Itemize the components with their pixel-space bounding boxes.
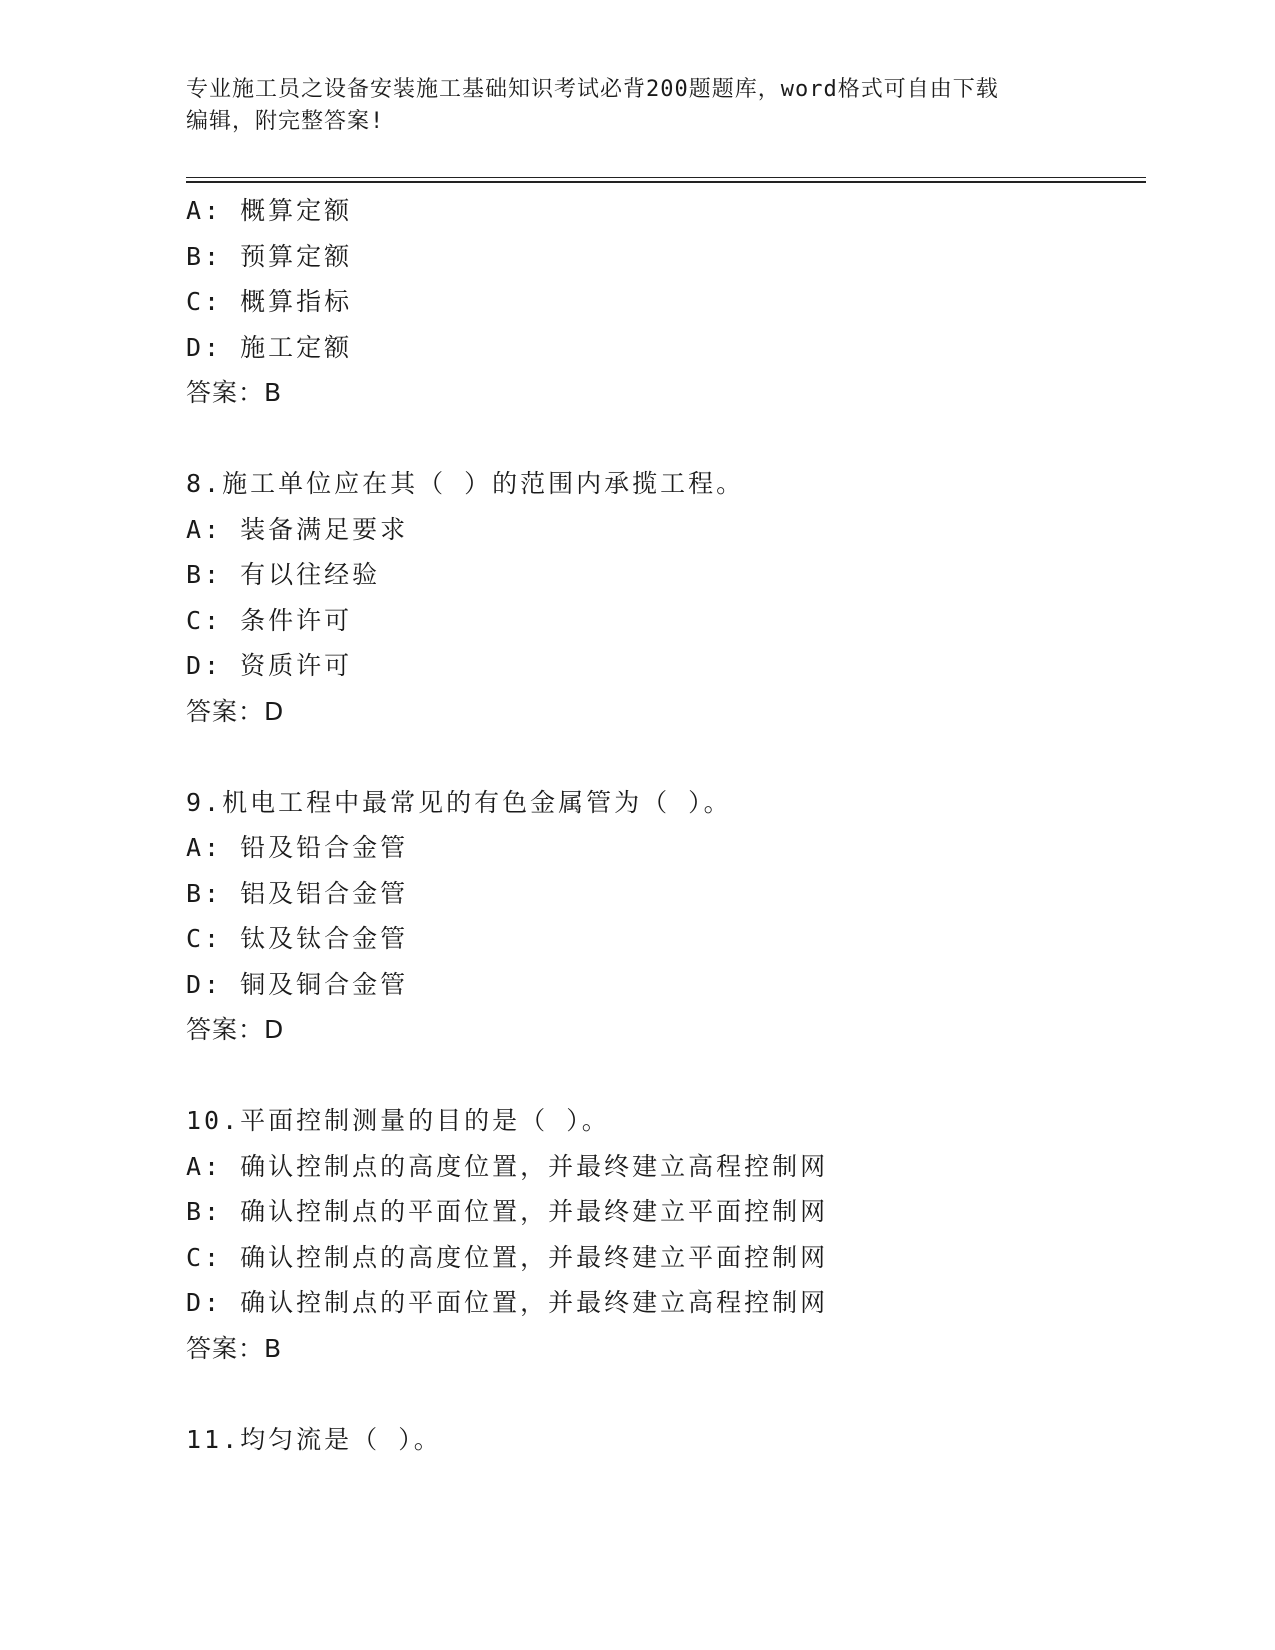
option-b: B: 预算定额	[186, 241, 353, 271]
option-b: B: 有以往经验	[186, 560, 381, 589]
document-header	[186, 74, 1066, 138]
option-d: D: 确认控制点的平面位置，并最终建立高程控制网	[186, 1288, 829, 1317]
option-c: C: 确认控制点的高度位置，并最终建立平面控制网	[186, 1242, 829, 1272]
option-c: C: 概算指标	[186, 287, 353, 316]
option-b: B: 确认控制点的平面位置，并最终建立平面控制网	[186, 1197, 829, 1226]
option-b: B: 铝及铝合金管	[186, 878, 409, 908]
option-c: C: 钛及钛合金管	[186, 924, 409, 953]
block-spacer	[186, 1053, 1146, 1099]
header-divider-thick	[186, 181, 1146, 183]
question-list	[186, 188, 1146, 1462]
option-d: D: 铜及铜合金管	[186, 969, 409, 999]
option-a: A: 铅及铅合金管	[186, 833, 409, 862]
header-divider-thin	[186, 177, 1146, 178]
question-block-9	[186, 780, 1146, 1053]
question-block-11	[186, 1417, 1146, 1463]
block-spacer	[186, 734, 1146, 780]
option-d: D: 施工定额	[186, 332, 353, 362]
option-d: D: 资质许可	[186, 651, 353, 680]
question-text: 8.施工单位应在其（ ）的范围内承揽工程。	[186, 469, 745, 498]
question-block-8	[186, 461, 1146, 734]
answer-line: 答案：D	[186, 696, 285, 726]
answer-line: 答案：B	[186, 1333, 283, 1363]
question-text: 11.均匀流是（ ）。	[186, 1424, 442, 1454]
option-a: A: 概算定额	[186, 196, 353, 225]
option-c: C: 条件许可	[186, 605, 353, 635]
header-line-2: 编辑，附完整答案!	[186, 109, 385, 134]
question-text: 10.平面控制测量的目的是（ ）。	[186, 1106, 610, 1135]
option-a: A: 装备满足要求	[186, 514, 409, 544]
question-block-7	[186, 188, 1146, 416]
answer-line: 答案：D	[186, 1015, 285, 1044]
answer-line: 答案：B	[186, 378, 283, 407]
header-line-1: 专业施工员之设备安装施工基础知识考试必背200题题库，word格式可自由下载	[186, 77, 999, 102]
question-block-10	[186, 1098, 1146, 1371]
block-spacer	[186, 1371, 1146, 1417]
block-spacer	[186, 416, 1146, 462]
question-text: 9.机电工程中最常见的有色金属管为（ ）。	[186, 787, 732, 817]
option-a: A: 确认控制点的高度位置，并最终建立高程控制网	[186, 1151, 829, 1181]
